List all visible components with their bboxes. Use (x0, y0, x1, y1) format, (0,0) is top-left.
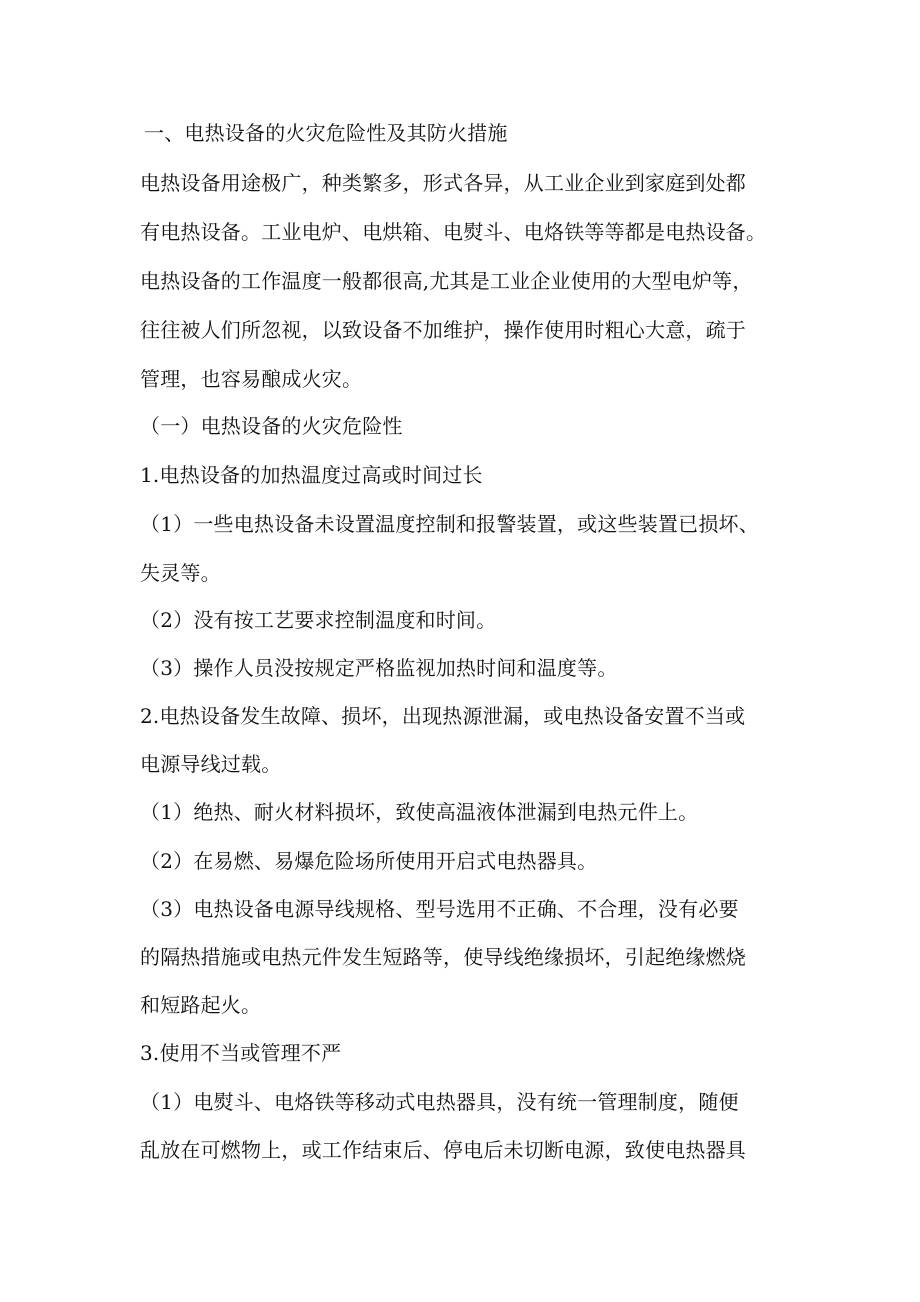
list-item-line: （1）电熨斗、电烙铁等移动式电热器具，没有统一管理制度，随便 (140, 1090, 739, 1114)
list-item-line: （3）电热设备电源导线规格、型号选用不正确、不合理，没有必要 (140, 897, 739, 921)
list-item-line: 乱放在可燃物上，或工作结束后、停电后未切断电源，致使电热器具 (140, 1138, 746, 1162)
paragraph-line: 电热设备的工作温度一般都很高,尤其是工业企业使用的大型电炉等， (140, 269, 753, 293)
numbered-heading: 电源导线过载。 (140, 752, 282, 776)
paragraph-line: 电热设备用途极广，种类繁多，形式各异，从工业企业到家庭到处都 (140, 171, 746, 195)
paragraph-line: 往往被人们所忽视，以致设备不加维护，操作使用时粗心大意，疏于 (140, 318, 746, 342)
numbered-heading: 1.电热设备的加热温度过高或时间过长 (140, 463, 483, 487)
list-item-line: （1）绝热、耐火材料损坏，致使高温液体泄漏到电热元件上。 (140, 800, 699, 824)
numbered-heading: 2.电热设备发生故障、损坏，出现热源泄漏，或电热设备安置不当或 (140, 704, 746, 728)
list-item-line: 和短路起火。 (140, 993, 262, 1017)
list-item-line: （3）操作人员没按规定严格监视加热时间和温度等。 (140, 656, 618, 680)
section-heading: 一、电热设备的火灾危险性及其防火措施 (144, 121, 508, 145)
list-item-line: （2）没有按工艺要求控制温度和时间。 (140, 608, 497, 632)
list-item-line: （2）在易燃、易爆危险场所使用开启式电热器具。 (140, 849, 598, 873)
paragraph-line: 有电热设备。工业电炉、电烘箱、电熨斗、电烙铁等等都是电热设备。 (140, 220, 767, 244)
numbered-heading: 3.使用不当或管理不严 (140, 1041, 342, 1065)
list-item-line: 失灵等。 (140, 561, 221, 585)
subsection-heading: （一）电热设备的火灾危险性 (140, 414, 403, 438)
paragraph-line: 管理，也容易酿成火灾。 (140, 367, 363, 391)
list-item-line: （1）一些电热设备未设置温度控制和报警装置，或这些装置已损坏、 (140, 512, 759, 536)
list-item-line: 的隔热措施或电热元件发生短路等，使导线绝缘损坏，引起绝缘燃烧 (140, 945, 746, 969)
